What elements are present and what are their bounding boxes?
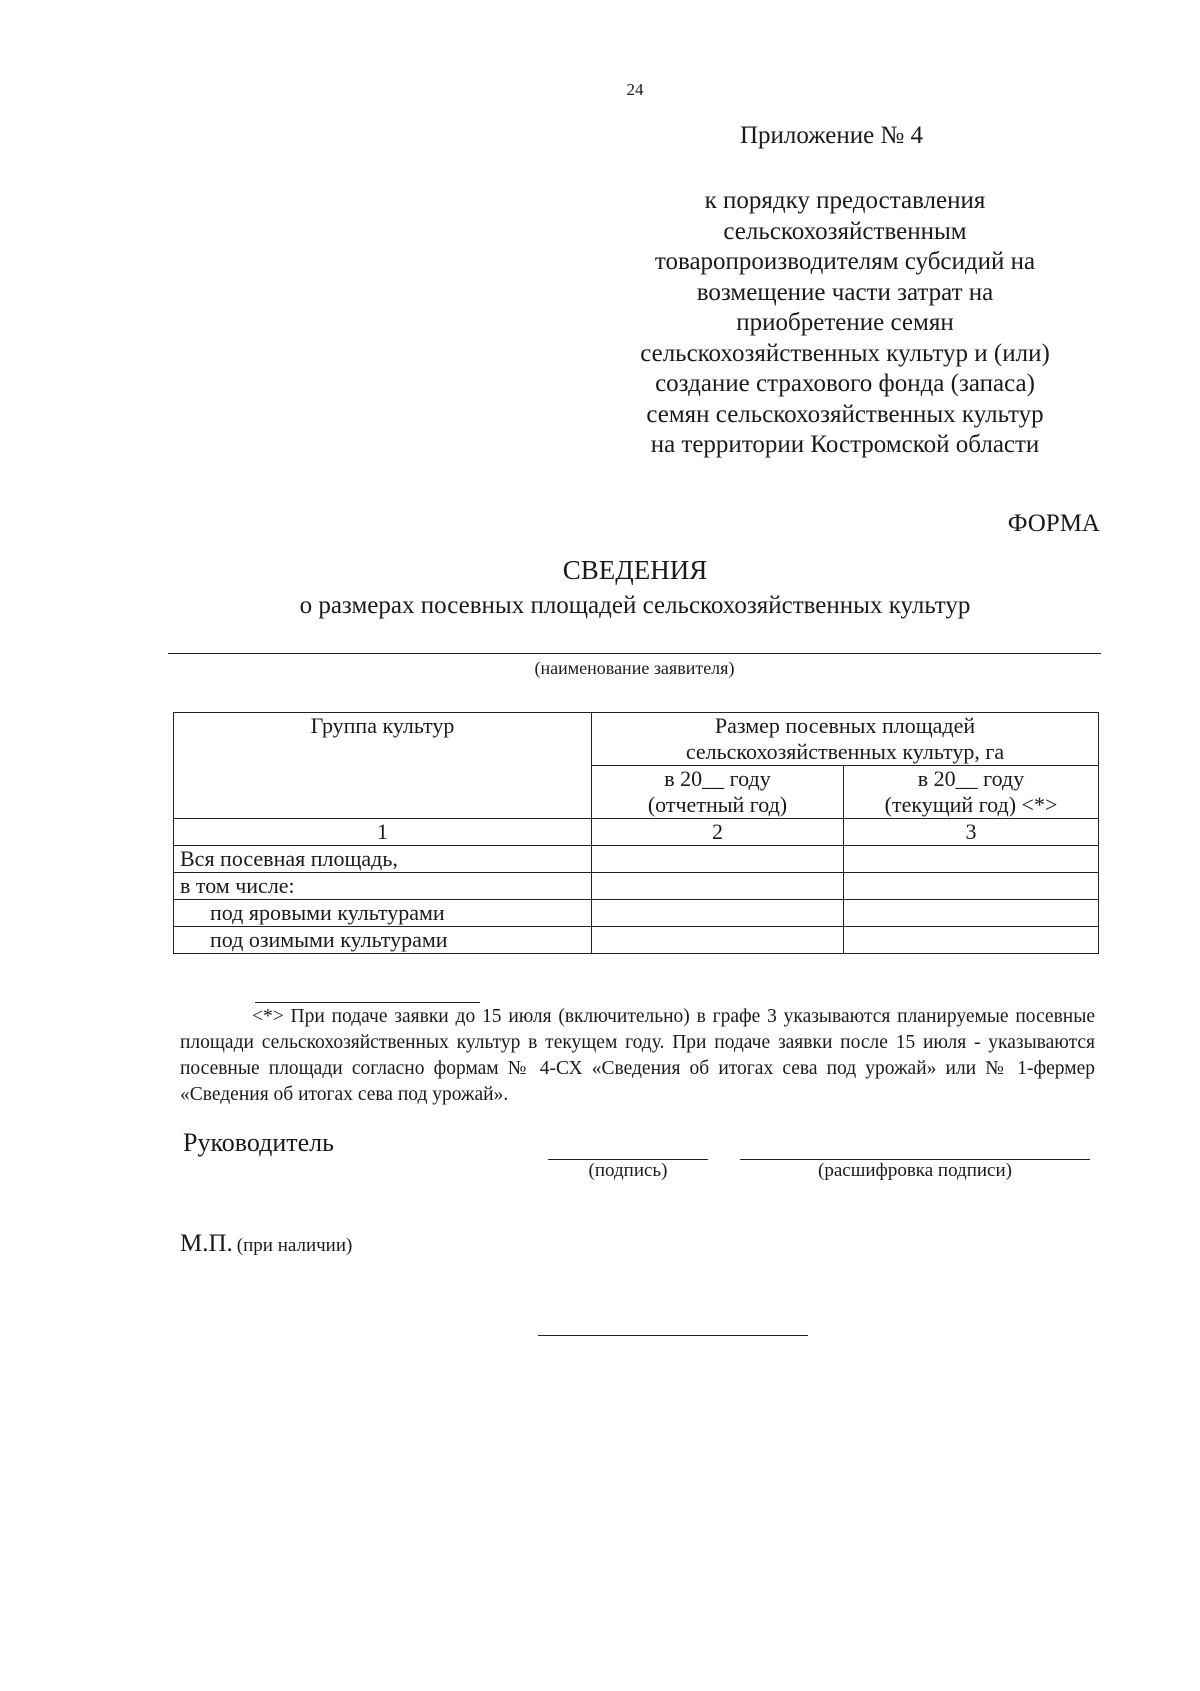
appendix-line: возмещение части затрат на xyxy=(696,278,994,306)
end-separator xyxy=(538,1335,808,1336)
row-label: под яровыми культурами xyxy=(174,900,592,927)
appendix-line: к порядку предоставления xyxy=(704,187,986,214)
header-sown-area-size xyxy=(592,713,1099,766)
value-cell-reporting[interactable] xyxy=(592,927,844,954)
appendix-line: семян сельскохозяйственных культур xyxy=(646,400,1044,428)
row-label: в том числе: xyxy=(174,873,592,900)
table-row xyxy=(174,873,1099,900)
header-reporting-year xyxy=(592,766,844,819)
header-crop-group xyxy=(174,713,592,819)
appendix-line: сельскохозяйственных культур и (или) xyxy=(640,339,1050,367)
page-number: 24 xyxy=(626,80,644,99)
header-current-year xyxy=(844,766,1099,819)
appendix-line: приобретение семян xyxy=(736,309,954,336)
value-cell-reporting[interactable] xyxy=(592,900,844,927)
row-label: под озимыми культурами xyxy=(174,927,592,954)
value-cell-current[interactable] xyxy=(844,927,1099,954)
appendix-line: на территории Костромской области xyxy=(650,431,1040,458)
column-number: 2 xyxy=(592,819,844,846)
form-label: ФОРМА xyxy=(1007,510,1100,537)
header-size-line: сельскохозяйственных культур, га xyxy=(685,739,1005,764)
footnote-text: <*> При подаче заявки до 15 июля (включительно) в графе 3 указываются планируемые посевные площади сельскохозяйственных культур в текущем году. При подаче заявки после 15 июля - указываются посевные площади согласно формам № 4-СХ «Сведения об итогах сева под урожай» или № 1-фермер «Сведения об итогах сева под урожай». xyxy=(180,1006,1095,1105)
document-subtitle: о размерах посевных площадей сельскохозяйственных культур xyxy=(299,592,971,619)
value-cell-reporting[interactable] xyxy=(592,846,844,873)
table-row xyxy=(174,927,1099,954)
applicant-caption: (наименование заявителя) xyxy=(534,658,735,678)
header-size-line: Размер посевных площадей xyxy=(714,713,976,738)
signature-decode-caption: (расшифровка подписи) xyxy=(818,1160,1012,1181)
table-row xyxy=(174,846,1099,873)
footnote-separator xyxy=(255,1002,480,1003)
footnote xyxy=(180,1004,1095,1108)
header-col3-line: (текущий год) <*> xyxy=(884,792,1058,817)
header-col3-line: в 20__ году xyxy=(917,766,1025,791)
value-cell-reporting[interactable] xyxy=(592,873,844,900)
value-cell-current[interactable] xyxy=(844,846,1099,873)
appendix-description xyxy=(595,186,1095,461)
appendix-line: создание страхового фонда (запаса) xyxy=(655,370,1035,397)
stamp-place xyxy=(180,1230,352,1258)
table-row xyxy=(174,900,1099,927)
appendix-line: сельскохозяйственным xyxy=(723,217,967,245)
stamp-note: (при наличии) xyxy=(236,1235,353,1256)
applicant-name-field[interactable] xyxy=(168,653,1101,654)
header-col2-line: (отчетный год) xyxy=(647,792,788,817)
column-number: 1 xyxy=(174,819,592,846)
sown-area-table xyxy=(173,712,1099,954)
signature-caption: (подпись) xyxy=(588,1160,668,1181)
appendix-line: товаропроизводителям субсидий на xyxy=(654,248,1036,275)
value-cell-current[interactable] xyxy=(844,900,1099,927)
document-title: СВЕДЕНИЯ xyxy=(562,555,708,585)
header-col2-line: в 20__ году xyxy=(664,766,771,791)
header-crop-group-text: Группа культур xyxy=(310,713,455,738)
column-number: 3 xyxy=(844,819,1099,846)
stamp-label: М.П. xyxy=(180,1230,233,1257)
appendix-title: Приложение № 4 xyxy=(740,122,924,149)
head-label: Руководитель xyxy=(183,1128,334,1157)
row-label: Вся посевная площадь, xyxy=(174,846,592,873)
value-cell-current[interactable] xyxy=(844,873,1099,900)
